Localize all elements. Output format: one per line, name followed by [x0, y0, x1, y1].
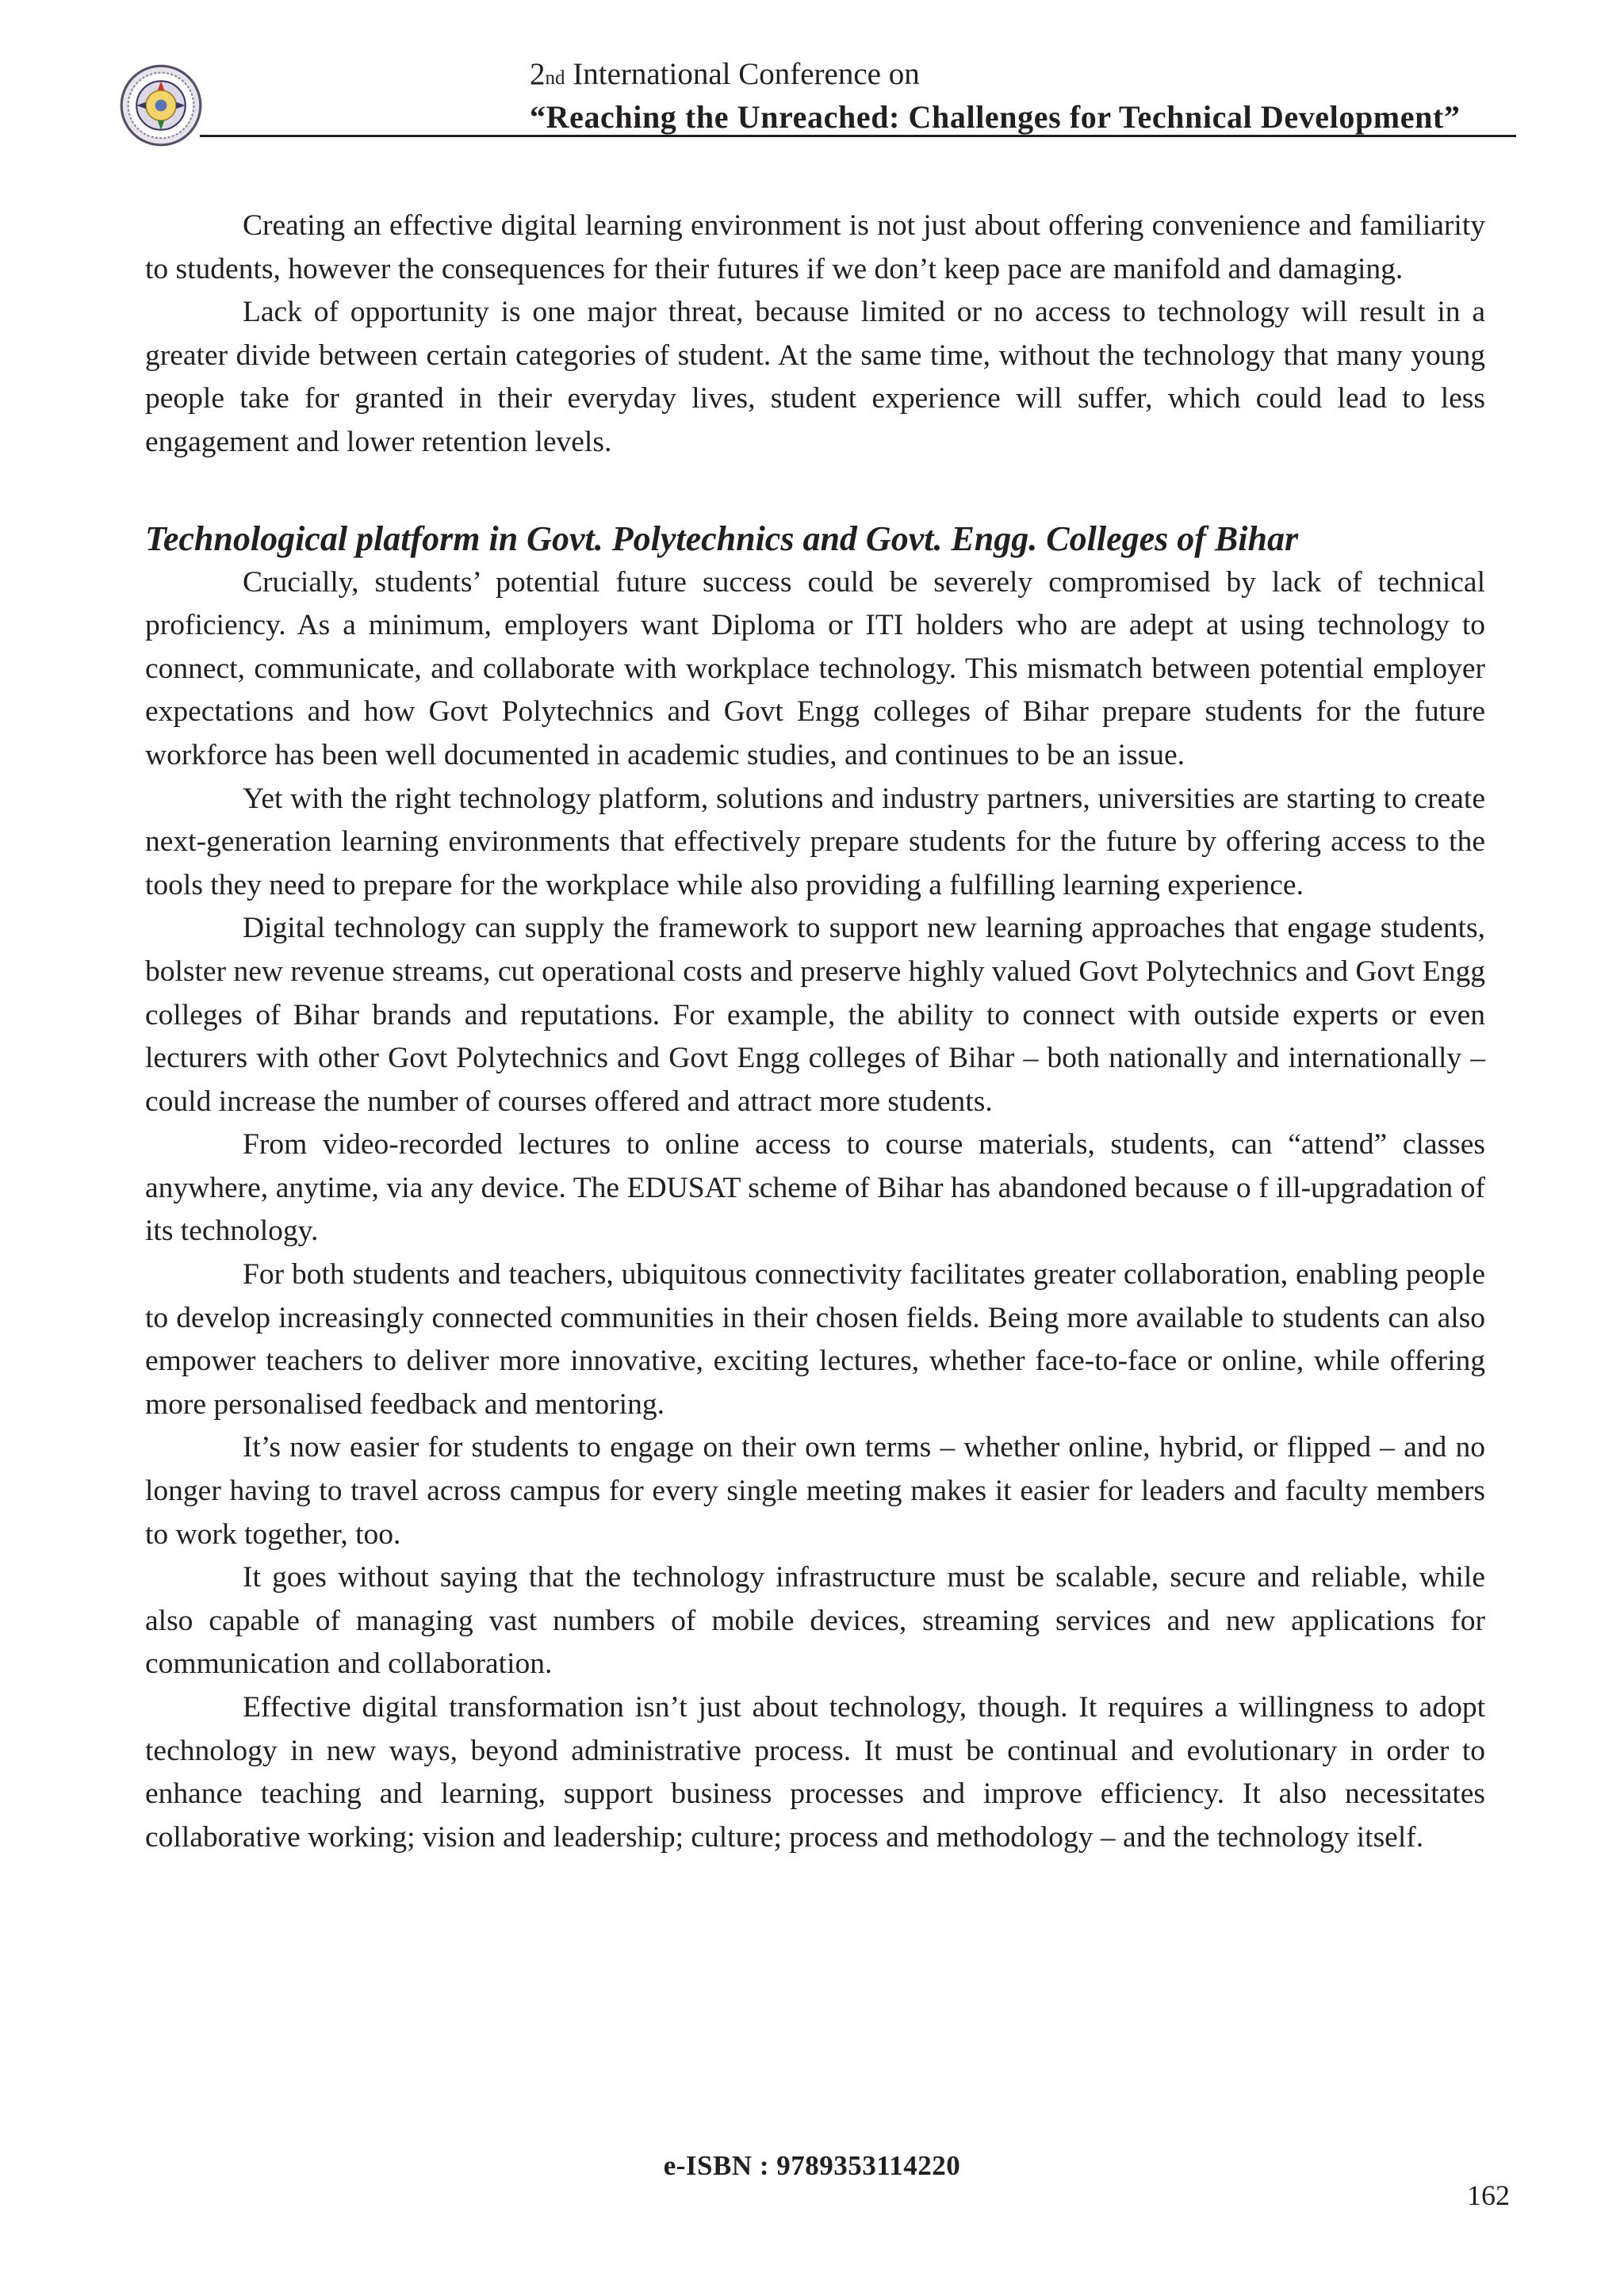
body-paragraph: Crucially, students’ potential future success could be severely compromised by lack of technical proficiency. As a minimum, employers want Diploma or ITI holders who are adept at using technology to connect, communicate, and collaborate with workplace technology. This mismatch between potential employer expectations and how Govt Polytechnics and Govt Engg colleges of Bihar prepare students for the future workforce has been well documented in academic studies, and continues to be an issue.	[145, 565, 1485, 771]
conference-name: International Conference on	[565, 57, 920, 91]
body-paragraph: It’s now easier for students to engage on their own terms – whether online, hybrid, or flipped – and no longer having to travel across campus for every single meeting makes it easier for leaders and faculty members to work together, too.	[145, 1431, 1485, 1551]
body-paragraph: It goes without saying that the technology infrastructure must be scalable, secure and reliable, while also capable of managing vast numbers of mobile devices, streaming services and new applications for communication and collaboration.	[145, 1561, 1485, 1681]
body-paragraph: For both students and teachers, ubiquitous connectivity facilitates greater collaboration, enabling people to develop increasingly connected communities in their chosen fields. Being more available to students can also empower teachers to deliver more innovative, exciting lectures, whether face-to-face or online, while offering more personalised feedback and mentoring.	[145, 1258, 1485, 1421]
body-paragraph: Effective digital transformation isn’t just about technology, though. It requires a willingness to adopt technology in new ways, beyond administrative process. It must be continual and evolutionary in order to enhance teaching and learning, support business processes and improve efficiency. It also necessitates collaborative working; vision and leadership; culture; process and methodology – and the technology itself.	[145, 1691, 1485, 1854]
conference-seal-icon	[119, 63, 203, 147]
conference-ordinal-number: 2	[530, 57, 546, 91]
header-divider	[200, 135, 1516, 137]
page-body	[145, 205, 1485, 1859]
section-heading: Technological platform in Govt. Polytechnics and Govt. Engg. Colleges of Bihar	[145, 519, 1299, 558]
conference-theme: “Reaching the Unreached: Challenges for Technical Development”	[530, 99, 1461, 135]
isbn-footer: e-ISBN : 9789353114220	[663, 2150, 961, 2181]
page-number: 162	[1467, 2179, 1510, 2211]
conference-title	[530, 55, 1515, 98]
body-paragraph: Lack of opportunity is one major threat, because limited or no access to technology will result in a greater divide between certain categories of student. At the same time, without the technology that many young people take for granted in their everyday lives, student experience will suffer, which could lead to less engagement and lower retention levels.	[145, 296, 1485, 458]
body-paragraph: Yet with the right technology platform, solutions and industry partners, universities are starting to create next-generation learning environments that effectively prepare students for the future by offering access to the tools they need to prepare for the workplace while also providing a fulfilling learning experience.	[145, 782, 1485, 901]
page-header	[530, 55, 1515, 137]
conference-ordinal-suffix: nd	[545, 67, 565, 89]
body-paragraph: From video-recorded lectures to online access to course materials, students, can “attend” classes anywhere, anytime, via any device. The EDUSAT scheme of Bihar has abandoned because o f ill-upgradation of its technology.	[145, 1128, 1485, 1248]
body-paragraph: Creating an effective digital learning environment is not just about offering convenience and familiarity to students, however the consequences for their futures if we don’t keep pace are manifold and damaging.	[145, 209, 1485, 285]
body-paragraph: Digital technology can supply the framework to support new learning approaches that engage students, bolster new revenue streams, cut operational costs and preserve highly valued Govt Polytechnics and Govt Engg colleges of Bihar brands and reputations. For example, the ability to connect with outside experts or even lecturers with other Govt Polytechnics and Govt Engg colleges of Bihar – both nationally and internationally – could increase the number of courses offered and attract more students.	[145, 912, 1485, 1118]
